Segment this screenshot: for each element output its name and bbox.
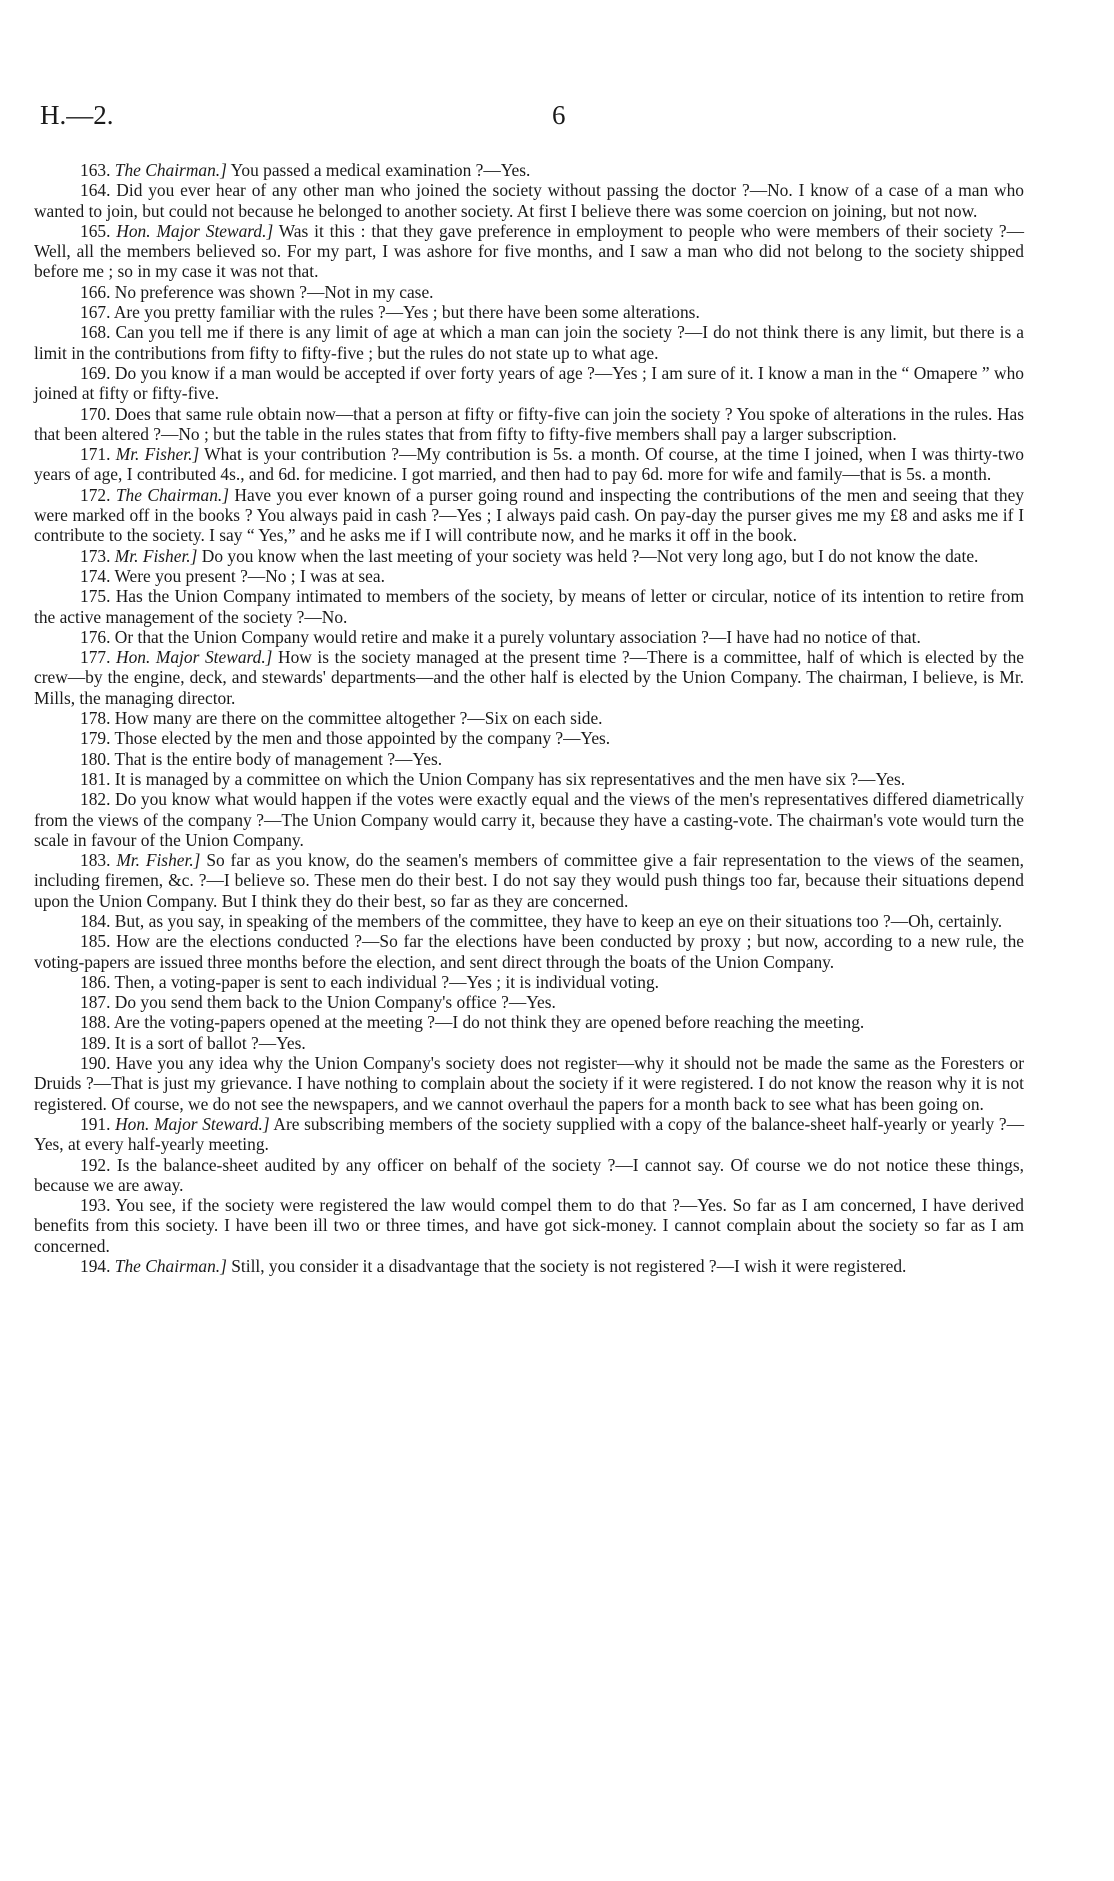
- speaker-name: Hon. Major Steward.]: [116, 647, 273, 668]
- question-text: Are subscribing members of the society supplied with a copy of the balance-sheet half-yearly or yearly ?—Yes, at every half-yearly meeting.: [34, 1113, 1024, 1155]
- question-number: 188.: [80, 1012, 111, 1033]
- question-text: Does that same rule obtain now—that a person at fifty or fifty-five can join the society ? You spoke of alterations in the rules. Has that been altered ?—No ; but the table in the rules states that from fifty to fifty-five members shall pay a larger subscription.: [34, 403, 1024, 444]
- question-number: 172.: [80, 484, 111, 505]
- question-paragraph: [34, 972, 1024, 992]
- speaker-name: Mr. Fisher.]: [116, 850, 201, 871]
- question-text: How are the elections conducted ?—So far the elections have been conducted by proxy ; but now, according to a new rule, the voting-papers are issued three months before the election, and sent direct through the boats of the Union Company.: [34, 931, 1024, 972]
- speaker-name: Hon. Major Steward.]: [115, 1113, 270, 1134]
- question-paragraph: [34, 282, 1024, 302]
- question-number: 186.: [80, 971, 111, 992]
- question-number: 191.: [80, 1113, 111, 1134]
- question-number: 192.: [80, 1154, 111, 1175]
- question-text: Do you know what would happen if the votes were exactly equal and the views of the men's representatives differed diametrically from the views of the company ?—The Union Company would carry it, because they have a casting-vote. The chairman's vote would turn the scale in favour of the Union Company.: [34, 789, 1024, 850]
- question-text: You passed a medical examination ?—Yes.: [226, 160, 531, 180]
- question-text: Is the balance-sheet audited by any officer on behalf of the society ?—I cannot say. Of course we do not notice these things, because we are away.: [34, 1154, 1024, 1195]
- question-text: But, as you say, in speaking of the members of the committee, they have to keep an eye on their situations too ?—Oh, certainly.: [114, 910, 1003, 931]
- evidence-body: [34, 160, 1024, 1276]
- question-paragraph: [34, 911, 1024, 931]
- question-text: Are the voting-papers opened at the meeting ?—I do not think they are opened before reaching the meeting.: [113, 1012, 865, 1033]
- question-paragraph: [34, 302, 1024, 322]
- question-paragraph: [34, 1155, 1024, 1196]
- question-number: 170.: [80, 403, 111, 424]
- question-paragraph: [34, 160, 1024, 180]
- question-text: Did you ever hear of any other man who joined the society without passing the doctor ?—No. I know of a case of a man who wanted to join, but could not because he belonged to another society. At first I believe there was some coercion on joining, but not now.: [34, 180, 1024, 221]
- question-text: So far as you know, do the seamen's members of committee give a fair representation to the views of the seamen, including firemen, &c. ?—I believe so. These men do their best. I do not say they would push things too far, because their situations depend upon the Union Company. But I think they do their best, so far as they are concerned.: [34, 850, 1024, 911]
- speaker-name: Mr. Fisher.]: [115, 444, 200, 465]
- speaker-name: The Chairman.]: [114, 1256, 227, 1277]
- question-text: Those elected by the men and those appointed by the company ?—Yes.: [114, 728, 611, 749]
- speaker-name: The Chairman.]: [115, 484, 230, 505]
- question-text: It is a sort of ballot ?—Yes.: [114, 1032, 306, 1053]
- question-text: Were you present ?—No ; I was at sea.: [114, 565, 385, 586]
- question-paragraph: [34, 485, 1024, 546]
- question-number: 169.: [80, 362, 111, 383]
- speaker-name: Mr. Fisher.]: [114, 545, 198, 566]
- question-number: 171.: [80, 444, 111, 465]
- question-number: 176.: [80, 626, 111, 647]
- question-text: Has the Union Company intimated to members of the society, by means of letter or circular, notice of its intention to retire from the active management of the society ?—No.: [34, 586, 1024, 627]
- question-number: 164.: [80, 180, 111, 201]
- question-number: 183.: [80, 850, 111, 871]
- question-text: Do you know when the last meeting of your society was held ?—Not very long ago, but I do not know the date.: [197, 545, 979, 566]
- question-paragraph: [34, 1053, 1024, 1114]
- question-text: Or that the Union Company would retire and make it a purely voluntary association ?—I have had no notice of that.: [114, 626, 921, 647]
- question-paragraph: [34, 444, 1024, 485]
- question-number: 181.: [80, 768, 111, 789]
- question-paragraph: [34, 931, 1024, 972]
- question-paragraph: [34, 749, 1024, 769]
- question-number: 175.: [80, 586, 111, 607]
- question-number: 173.: [80, 545, 111, 566]
- question-number: 184.: [80, 910, 111, 931]
- question-number: 165.: [80, 220, 111, 241]
- page-number: 6: [552, 100, 566, 130]
- question-paragraph: [34, 1195, 1024, 1256]
- question-text: Are you pretty familiar with the rules ?—Yes ; but there have been some alterations.: [113, 302, 700, 323]
- question-number: 182.: [80, 789, 111, 810]
- question-number: 179.: [80, 728, 111, 749]
- question-paragraph: [34, 221, 1024, 282]
- question-number: 166.: [80, 281, 111, 302]
- question-paragraph: [34, 789, 1024, 850]
- question-text: Have you ever known of a purser going round and inspecting the contributions of the men and seeing that they were marked off in the books ? You always paid in cash ?—Yes ; I always paid cash. On pay-day the purser gives me my £8 and asks me if I contribute to the society. I say “ Yes,” and he asks me if I will contribute now, and he marks it off in the book.: [34, 484, 1024, 546]
- question-text: Do you know if a man would be accepted if over forty years of age ?—Yes ; I am sure of it. I know a man in the “ Omapere ” who joined at fifty or fifty-five.: [34, 362, 1024, 404]
- question-text: No preference was shown ?—Not in my case.: [114, 281, 434, 302]
- question-number: 163.: [80, 160, 111, 180]
- question-number: 180.: [80, 748, 111, 769]
- question-text: How many are there on the committee altogether ?—Six on each side.: [114, 708, 603, 729]
- question-paragraph: [34, 992, 1024, 1012]
- question-number: 185.: [80, 931, 111, 952]
- question-paragraph: [34, 1114, 1024, 1155]
- question-number: 189.: [80, 1032, 111, 1053]
- question-paragraph: [34, 566, 1024, 586]
- question-paragraph: [34, 708, 1024, 728]
- page-header: [40, 100, 1040, 140]
- question-text: Do you send them back to the Union Company's office ?—Yes.: [114, 992, 556, 1013]
- question-paragraph: [34, 1033, 1024, 1053]
- question-text: Still, you consider it a disadvantage that the society is not registered ?—I wish it were registered.: [226, 1256, 907, 1277]
- question-number: 193.: [80, 1195, 111, 1216]
- question-text: How is the society managed at the present time ?—There is a committee, half of which is elected by the crew—by the engine, deck, and stewards' departments—and the other half is elected by the Union Company. The chairman, I believe, is Mr. Mills, the managing director.: [34, 647, 1024, 708]
- question-text: It is managed by a committee on which the Union Company has six representatives and the men have six ?—Yes.: [114, 768, 906, 789]
- speaker-name: The Chairman.]: [114, 160, 227, 180]
- question-paragraph: [34, 586, 1024, 627]
- question-number: 167.: [80, 302, 111, 323]
- question-text: That is the entire body of management ?—Yes.: [114, 748, 443, 769]
- question-paragraph: [34, 647, 1024, 708]
- question-text: Was it this : that they gave preference in employment to people who were members of their society ?—Well, all the members believed so. For my part, I was ashore for five months, and I saw a man who did not belong to the society shipped before me ; so in my case it was not that.: [34, 220, 1024, 282]
- speaker-name: Hon. Major Steward.]: [116, 220, 274, 241]
- question-paragraph: [34, 180, 1024, 221]
- question-number: 168.: [80, 322, 111, 343]
- question-paragraph: [34, 363, 1024, 404]
- question-number: 178.: [80, 708, 111, 729]
- question-paragraph: [34, 546, 1024, 566]
- question-text: Have you any idea why the Union Company's society does not register—why it should not be made the same as the Foresters or Druids ?—That is just my grievance. I have nothing to complain about the society if it were registered. I do not know the reason why it is not registered. Of course, we do not see the newspapers, and we cannot overhaul the papers for a month back to see what has been going on.: [34, 1053, 1024, 1114]
- question-number: 190.: [80, 1053, 111, 1074]
- question-paragraph: [34, 627, 1024, 647]
- question-text: What is your contribution ?—My contribution is 5s. a month. Of course, at the time I joined, when I was thirty-two years of age, I contributed 4s., and 6d. for medicine. I got married, and then had to pay 6d. more for wife and family—that is 5s. a month.: [34, 444, 1024, 485]
- question-number: 174.: [80, 565, 111, 586]
- question-paragraph: [34, 1012, 1024, 1032]
- question-paragraph: [34, 322, 1024, 363]
- question-paragraph: [34, 769, 1024, 789]
- document-reference: H.—2.: [40, 100, 114, 130]
- question-number: 194.: [80, 1256, 111, 1277]
- question-number: 187.: [80, 992, 111, 1013]
- question-text: Then, a voting-paper is sent to each individual ?—Yes ; it is individual voting.: [114, 971, 659, 992]
- question-paragraph: [34, 728, 1024, 748]
- question-paragraph: [34, 404, 1024, 445]
- question-paragraph: [34, 850, 1024, 911]
- question-text: You see, if the society were registered the law would compel them to do that ?—Yes. So far as I am concerned, I have derived benefits from this society. I have been ill two or three times, and have got sick-money. I cannot complain about the society so far as I am concerned.: [34, 1195, 1024, 1256]
- question-number: 177.: [80, 647, 111, 668]
- question-paragraph: [34, 1256, 1024, 1276]
- question-text: Can you tell me if there is any limit of age at which a man can join the society ?—I do not think there is any limit, but there is a limit in the contributions from fifty to fifty-five ; but the rules do not state up to what age.: [34, 322, 1024, 363]
